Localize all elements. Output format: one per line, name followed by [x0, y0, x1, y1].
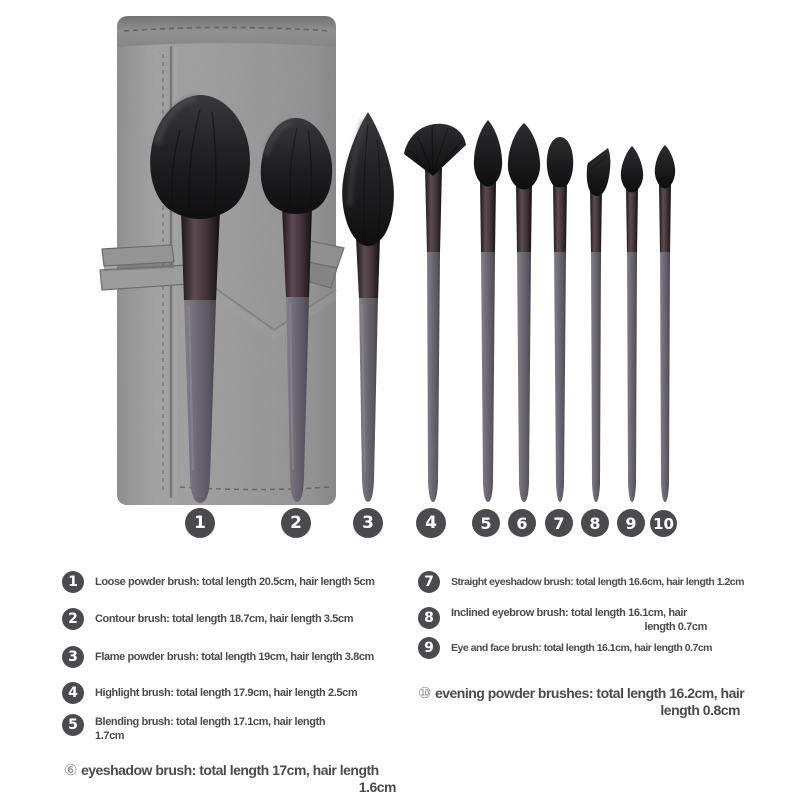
- brush-7-handle: [554, 252, 566, 502]
- legend-badge-2: 2: [62, 608, 84, 630]
- legend-badge-1: 1: [62, 571, 84, 593]
- brush-8-hair: [587, 148, 611, 196]
- circled-ten-glyph: ⑩: [418, 684, 431, 702]
- legend-item-3: [62, 646, 374, 668]
- brush-6-hair: [508, 123, 540, 190]
- legend-item-7: [418, 571, 744, 593]
- legend-text-7: Straight eyeshadow brush: total length 16.6cm, hair length 1.2cm: [451, 576, 744, 588]
- brush-4-fan: [404, 124, 466, 502]
- brush-number-badge-6: 6: [508, 509, 536, 537]
- brush-number-badge-3: 3: [353, 508, 383, 538]
- brush-10-hair: [655, 145, 675, 189]
- legend-badge-9: 9: [418, 637, 440, 659]
- brush-7-ferrule: [553, 182, 567, 253]
- brush-9-eye-face: [621, 146, 643, 502]
- brush-number-badge-2: 2: [281, 508, 311, 538]
- brush-number-badge-1: 1: [185, 508, 215, 538]
- brush-6-handle: [517, 252, 531, 502]
- legend-text-8-line1: Inclined eyebrow brush: total length 16.1cm, hair: [451, 607, 687, 619]
- brush-9-handle: [627, 252, 637, 502]
- legend-badge-4: 4: [62, 682, 84, 704]
- legend-badge-5: 5: [62, 714, 84, 736]
- brush-6-eyeshadow: [508, 123, 540, 502]
- brush-9-ferrule: [626, 188, 638, 253]
- legend-text-9: Eye and face brush: total length 16.1cm, hair length 0.7cm: [451, 642, 712, 654]
- legend-text-6-line1: eyeshadow brush: total length 17cm, hair length: [80, 762, 379, 778]
- brush-3-flame-powder: [342, 112, 394, 502]
- legend-text-2: Contour brush: total length 18.7cm, hair length 3.5cm: [95, 613, 354, 625]
- legend-badge-7: 7: [418, 571, 440, 593]
- legend-text-5-line1: Blending brush: total length 17.1cm, hair length: [95, 716, 326, 728]
- brush-4-handle: [427, 252, 440, 502]
- brush-number-badge-8: 8: [581, 509, 609, 537]
- brush-number-badge-4: 4: [416, 508, 446, 538]
- legend-text-5-line2: 1.7cm: [95, 730, 125, 742]
- legend-item-8: [418, 604, 723, 634]
- legend-item-1: [62, 571, 375, 593]
- brush-number-badge-7: 7: [545, 509, 573, 537]
- brush-10-ferrule: [659, 184, 671, 253]
- brush-number-badge-10: 10: [650, 510, 677, 537]
- brush-number-badge-5: 5: [472, 509, 500, 537]
- brush-5-blending: [474, 120, 502, 502]
- brush-7-straight-eyeshadow: [547, 137, 573, 502]
- legend-item-10: [418, 684, 745, 719]
- case-top-roll: [117, 16, 336, 47]
- brush-5-ferrule: [480, 180, 496, 253]
- legend-item-4: [62, 682, 357, 704]
- circled-six-glyph: ⑥: [64, 761, 77, 779]
- legend-badge-3: 3: [62, 646, 84, 668]
- legend-text-10-line1: evening powder brushes: total length 16.2cm, hair: [434, 685, 745, 701]
- brush-10-handle: [660, 252, 670, 502]
- brush-9-hair: [621, 146, 643, 193]
- brush-5-handle: [481, 252, 495, 502]
- legend-item-5: [62, 715, 395, 743]
- legend-text-1: Loose powder brush: total length 20.5cm, hair length 5cm: [95, 576, 375, 588]
- legend-text-10-line2: length 0.8cm: [660, 702, 740, 718]
- brush-8-inclined-eyebrow: [587, 148, 611, 502]
- legend-text-4: Highlight brush: total length 17.9cm, hair length 2.5cm: [95, 687, 358, 699]
- brush-7-hair: [547, 137, 573, 188]
- legend-item-2: [62, 608, 353, 630]
- brush-6-ferrule: [516, 183, 532, 253]
- brush-number-badge-9: 9: [617, 509, 645, 537]
- legend-text-8-line2: length 0.7cm: [644, 621, 707, 633]
- brush-8-ferrule: [590, 188, 602, 253]
- brush-4-ferrule: [425, 168, 442, 253]
- legend-item-9: [418, 637, 712, 659]
- legend-text-3: Flame powder brush: total length 19cm, hair length 3.8cm: [95, 651, 374, 663]
- legend-badge-8: 8: [418, 607, 440, 629]
- brush-2-ferrule: [282, 206, 312, 298]
- case-strap-right: [306, 240, 344, 288]
- brush-3-ferrule: [356, 238, 380, 299]
- brush-1-ferrule: [181, 210, 220, 301]
- brush-8-handle: [591, 252, 601, 502]
- brush-10-evening-powder: [655, 145, 675, 502]
- legend-item-6: [64, 762, 396, 796]
- legend-text-6-line2: 1.6cm: [358, 779, 396, 795]
- brush-5-hair: [474, 120, 502, 187]
